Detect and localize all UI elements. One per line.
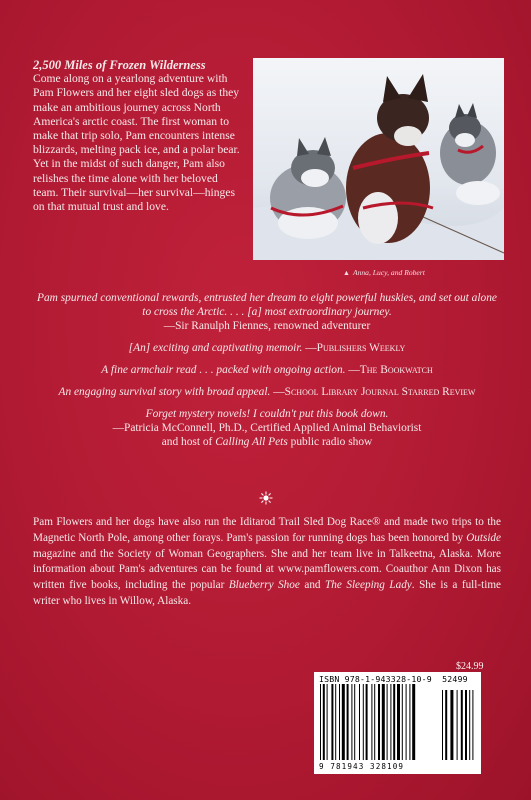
intro-heading: 2,500 Miles of Frozen Wilderness <box>33 58 206 72</box>
quote-attribution: —Patricia McConnell, Ph.D., Certified Applied Animal Behaviorist <box>112 422 422 434</box>
review-quote <box>32 341 502 355</box>
quote-text: A fine armchair read . . . packed with ongoing action. <box>101 364 346 376</box>
intro-text <box>33 58 241 214</box>
quote-text: Pam spurned conventional rewards, entrusted her dream to eight powerful huskies, and set out alone to cross the Arctic. . . . [a] most extraordinary journey. <box>36 292 497 318</box>
quote-text: [An] exciting and captivating memoir. <box>128 342 303 354</box>
price-label: $24.99 <box>456 661 484 672</box>
bio-text: . She is a full-time writer who lives in Willow, Alaska. <box>33 579 501 607</box>
quote-text: An engaging survival story with broad appeal. <box>58 386 271 398</box>
isbn-barcode <box>314 672 481 774</box>
quote-attribution-line-2 <box>32 435 502 449</box>
book-title: The Sleeping Lady <box>325 579 412 592</box>
review-quote <box>32 407 502 449</box>
book-title: Blueberry Shoe <box>228 579 300 592</box>
quote-attribution: —School Library Journal Starred Review <box>273 386 476 398</box>
triangle-marker-icon: ▲ <box>343 269 350 277</box>
review-quotes <box>32 291 502 457</box>
attribution-suffix: public radio show <box>287 436 373 448</box>
isbn-number <box>319 674 468 684</box>
magazine-title: Outside <box>466 531 501 544</box>
bio-text: magazine and the Society of Woman Geographers. She and her team live in Talkeetna, Alaska. More information about Pam's adventures can be found at www.pamflowers.com. Coauthor Ann Dixon has written five books, including the popular <box>33 547 501 592</box>
photo-caption-text: Anna, Lucy, and Robert <box>352 268 425 277</box>
intro-body: Come along on a yearlong adventure with Pam Flowers and her eight sled dogs as they make an ambitious journey across North America's arctic coast. The first woman to make that trip solo, Pam encounters intense blizzards, melting pack ice, and a polar bear. Yet in the midst of such danger, Pam also relishes the time alone with her beloved team. Their survival—her survival—hinges on that mutual trust and love. <box>33 72 240 214</box>
quote-attribution: —Publishers Weekly <box>305 342 406 354</box>
price-addon-code: 52499 <box>442 674 468 684</box>
photo-caption <box>343 268 425 277</box>
barcode-digits: 9 781943 328109 <box>319 762 405 771</box>
sun-ornament-icon <box>259 491 273 505</box>
quote-text: Forget mystery novels! I couldn't put this book down. <box>145 408 389 420</box>
review-quote <box>32 363 502 377</box>
review-quote <box>32 385 502 399</box>
quote-attribution: —Sir Ranulph Fiennes, renowned adventurer <box>163 320 371 332</box>
sled-dogs-photo <box>253 58 504 260</box>
quote-attribution: —The Bookwatch <box>348 364 433 376</box>
bio-text: Pam Flowers and her dogs have also run the Iditarod Trail Sled Dog Race® and made two trips to the Magnetic North Pole, among other forays. Pam's passion for running dogs has been honored by <box>33 516 501 544</box>
attribution-prefix: and host of <box>161 436 216 448</box>
author-bio <box>33 515 501 610</box>
isbn-text: ISBN 978-1-943328-10-9 <box>319 674 432 684</box>
bio-text: and <box>299 579 326 592</box>
radio-show-title: Calling All Pets <box>215 436 288 448</box>
review-quote <box>32 291 502 333</box>
barcode-bars <box>318 684 477 760</box>
